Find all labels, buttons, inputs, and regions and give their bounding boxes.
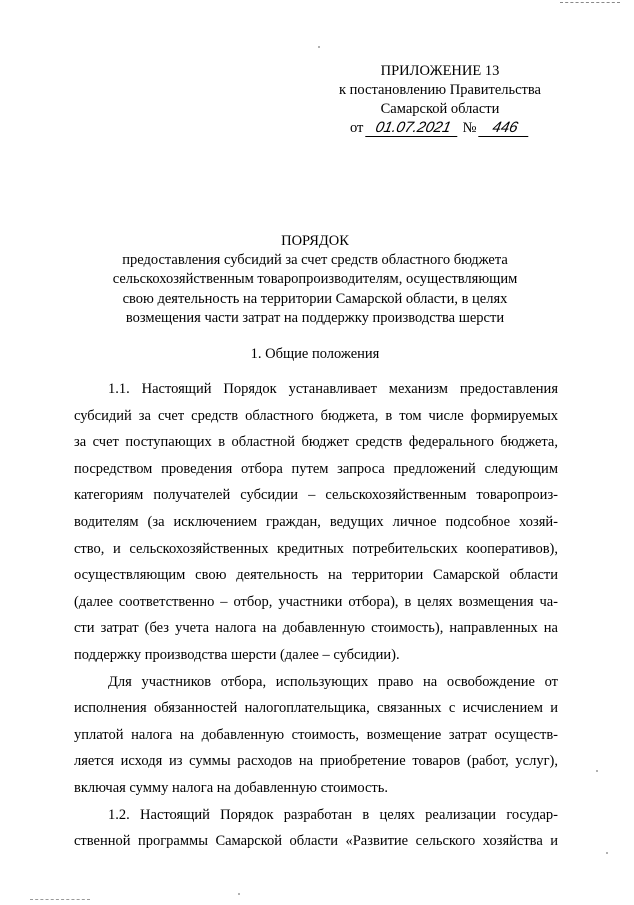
scan-artifact-bottom xyxy=(30,899,90,901)
section-heading: 1. Общие положения xyxy=(250,346,380,362)
body-line: ляется исходя из суммы расходов на приобретение товаров (работ, услуг), xyxy=(74,753,558,770)
body-line: Для участников отбора, использующих право на освобождение от xyxy=(108,673,558,690)
appendix-line-2: к постановлению Правительства xyxy=(339,82,541,98)
body-line: 1.1. Настоящий Порядок устанавливает механизм предоставления xyxy=(108,381,558,397)
appendix-line-3: Самарской области xyxy=(380,101,500,117)
body-line: категориям получателей субсидии – сельскохозяйственным товаропроиз- xyxy=(74,487,558,504)
body-line: водителям (за исключением граждан, ведущих личное подсобное хозяй- xyxy=(74,514,558,530)
title-line-4: возмещения части затрат на поддержку производства шерсти xyxy=(125,309,505,326)
body-line: уплатой налога на добавленную стоимость, возмещение затрат осуществ- xyxy=(74,726,558,743)
title-line-3: свою деятельность на территории Самарской области, в целях xyxy=(122,290,508,307)
number-prefix: № xyxy=(462,120,477,136)
appendix-date-line xyxy=(330,119,550,138)
body-line: исполнения обязанностей налогоплательщика, связанных с исчислением и xyxy=(74,700,558,717)
scan-speck xyxy=(596,770,598,772)
appendix-heading: ПРИЛОЖЕНИЕ 13 xyxy=(380,63,500,79)
body-line: включая сумму налога на добавленную стоимость. xyxy=(74,780,388,796)
body-line: поддержку производства шерсти (далее – субсидии). xyxy=(74,647,400,663)
scan-artifact-top xyxy=(560,2,620,4)
handwritten-number: 446 xyxy=(478,120,532,137)
body-line: посредством проведения отбора путем запроса предложений следующим xyxy=(74,460,558,477)
body-line: за счет поступающих в областной бюджет средств федерального бюджета, xyxy=(74,434,558,451)
appendix-block xyxy=(330,62,550,138)
body-line: осуществляющим свою деятельность на территории Самарской области xyxy=(74,567,558,584)
title-line-2: сельскохозяйственным товаропроизводителям, осуществляющим xyxy=(112,271,518,288)
scan-speck xyxy=(318,46,320,48)
title-heading: ПОРЯДОК xyxy=(281,233,349,249)
handwritten-date: 01.07.2021 xyxy=(365,120,461,137)
body-line: ственной программы Самарской области «Развитие сельского хозяйства и xyxy=(74,833,558,850)
body-line: (далее соответственно – отбор, участники отбора), в целях возмещения ча- xyxy=(74,593,558,610)
document-title xyxy=(90,232,540,328)
body-line: ство, и сельскохозяйственных кредитных потребительских кооперативов), xyxy=(74,540,558,557)
date-prefix: от xyxy=(349,120,364,136)
body-line: сти затрат (без учета налога на добавленную стоимость), направленных на xyxy=(74,620,558,637)
body-line: субсидий за счет средств областного бюджета, в том числе формируемых xyxy=(74,407,558,424)
scan-speck xyxy=(606,852,608,854)
title-line-1: предоставления субсидий за счет средств областного бюджета xyxy=(122,252,508,269)
body-line: 1.2. Настоящий Порядок разработан в целях реализации государ- xyxy=(108,806,558,823)
scan-speck xyxy=(238,893,240,895)
